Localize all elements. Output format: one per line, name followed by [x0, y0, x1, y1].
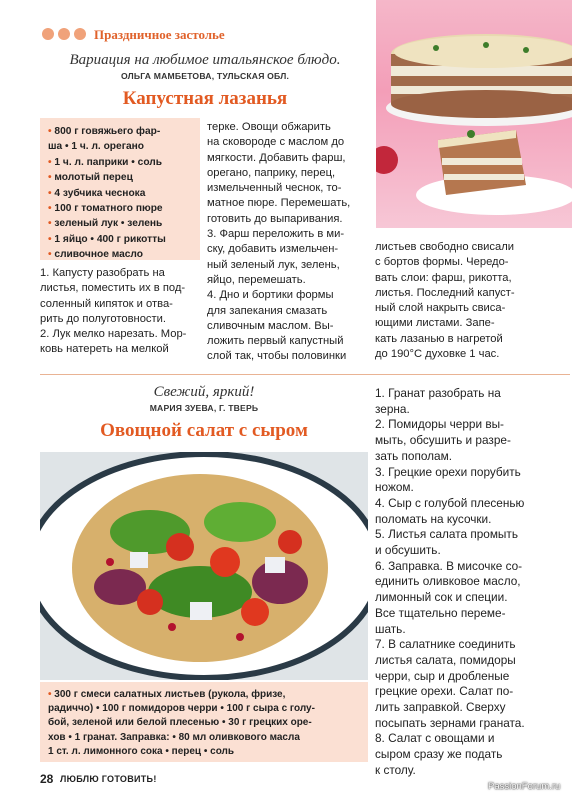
recipe2-ingredients: [40, 682, 368, 762]
step-line: вать слои: фарш, рикотта,: [375, 271, 512, 284]
ingredient-line: • зеленый лук • зелень: [48, 218, 163, 230]
salad-illustration: [40, 452, 368, 680]
step-line: соленный кипяток и отва-: [40, 297, 173, 310]
ingredient-line: хов • 1 гранат. Заправка: • 80 мл оливкового масла: [48, 731, 300, 743]
step-line: яйцо, перемешать.: [207, 273, 306, 286]
page-number: 28: [40, 772, 54, 786]
dot-icon: [42, 28, 54, 40]
ingredient-line: • сливочное масло: [48, 249, 143, 261]
step-line: 1. Гранат разобрать на: [375, 386, 501, 400]
ingredient-line: • молотый перец: [48, 172, 133, 184]
ingredient-line: бой, зеленой или белой плесенью • 30 г грецких оре-: [48, 717, 312, 729]
step-line: с бортов формы. Чередо-: [375, 256, 509, 269]
step-line: слой так, чтобы половинки: [207, 350, 347, 363]
step-line: измельченный чеснок, то-: [207, 182, 342, 195]
step-line: 4. Сыр с голубой плесенью: [375, 495, 525, 510]
step-line: 2. Помидоры черри вы-: [375, 417, 504, 432]
step-line: сыром сразу же подать: [375, 747, 503, 762]
step-line: до 190°С духовке 1 час.: [375, 348, 500, 361]
ingredient-line: • 800 г говяжьего фар-: [48, 126, 161, 137]
step-line: готовить до выпаривания.: [207, 212, 343, 225]
recipe1-steps-col3: [375, 240, 571, 362]
step-line: ножом.: [375, 480, 414, 495]
step-line: сливочным маслом. Вы-: [207, 319, 334, 332]
step-line: черри, сыр и дробленые: [375, 668, 510, 683]
recipe2-title: Овощной салат с сыром: [100, 420, 308, 441]
step-line: 8. Салат с овощами и: [375, 731, 495, 746]
salad-photo: [40, 452, 368, 680]
step-line: ложить первый капустный: [207, 335, 344, 348]
step-line: рить до полуготовности.: [40, 312, 166, 325]
lasagna-illustration: [376, 0, 572, 228]
recipe1-steps-col1: [40, 266, 202, 358]
ingredient-line: 1 ст. л. лимонного сока • перец • соль: [48, 745, 235, 757]
step-line: на сковороде с маслом до: [207, 136, 345, 149]
step-line: лимонный сок и специи.: [375, 590, 508, 605]
step-line: ску, добавить измельчен-: [207, 243, 339, 256]
step-line: листьев свободно свисали: [375, 241, 515, 253]
step-line: орегано, паприку, перец,: [207, 166, 336, 179]
dot-icon: [58, 28, 70, 40]
step-line: для запекания смазать: [207, 304, 328, 317]
step-line: ющими листами. Запе-: [375, 317, 495, 330]
step-line: грецкие орехи. Салат по-: [375, 684, 514, 699]
step-line: мыть, обсушить и разре-: [375, 433, 511, 448]
step-line: поломать на кусочки.: [375, 511, 492, 526]
step-line: матное пюре. Перемешать,: [207, 197, 351, 210]
step-line: зать пополам.: [375, 448, 453, 463]
step-line: зерна.: [375, 401, 410, 416]
step-line: шать.: [375, 621, 406, 636]
step-line: кать лазанью в нагретой: [375, 332, 503, 345]
step-line: ный слой накрыть свиса-: [375, 302, 506, 315]
section-divider: [40, 374, 570, 375]
watermark: PassionForum.ru: [488, 781, 561, 792]
ingredient-line: • 1 ч. л. паприки • соль: [48, 156, 163, 168]
step-line: лить заправкой. Сверху: [375, 700, 506, 715]
step-line: листья салата, помидоры: [375, 652, 516, 667]
step-line: 4. Дно и бортики формы: [207, 289, 334, 302]
step-line: терке. Овощи обжарить: [207, 121, 331, 133]
magazine-name: ЛЮБЛЮ ГОТОВИТЬ!: [60, 774, 157, 784]
dot-icon: [74, 28, 86, 40]
step-line: мягкости. Добавить фарш,: [207, 151, 346, 164]
step-line: 2. Лук мелко нарезать. Мор-: [40, 328, 187, 341]
recipe2-steps: [375, 386, 571, 779]
step-line: листья, поместить их в под-: [40, 282, 186, 295]
step-line: посыпать зернами граната.: [375, 715, 525, 730]
ingredient-line: • 1 яйцо • 400 г рикотты: [48, 233, 166, 245]
recipe2-subtitle: Свежий, яркий!: [153, 384, 255, 400]
recipe1-steps-col2: [207, 120, 372, 365]
recipe1-author: ОЛЬГА МАМБЕТОВА, ТУЛЬСКАЯ ОБЛ.: [120, 71, 290, 81]
ingredient-line: ша • 1 ч. л. орегано: [48, 141, 144, 153]
step-line: единить оливковое масло,: [375, 574, 521, 589]
ingredient-line: • 300 г смеси салатных листьев (рукола, фризе,: [48, 689, 286, 700]
ingredient-line: • 4 зубчика чеснока: [48, 187, 146, 199]
step-line: и обсушить.: [375, 543, 441, 558]
section-label: Праздничное застолье: [94, 27, 225, 42]
step-line: ный зеленый лук, зелень,: [207, 258, 340, 271]
ingredient-line: радиччо) • 100 г помидоров черри • 100 г сыра с голу-: [48, 703, 315, 715]
recipe1-subtitle: Вариация на любимое итальянское блюдо.: [69, 52, 341, 68]
recipe1-ingredients: [40, 118, 200, 260]
section-dots: [42, 28, 86, 40]
step-line: 7. В салатнике соединить: [375, 637, 516, 652]
step-line: ковь натереть на мелкой: [40, 343, 169, 356]
ingredient-line: • 100 г томатного пюре: [48, 203, 163, 215]
step-line: к столу.: [375, 762, 416, 777]
recipe2-author: МАРИЯ ЗУЕВА, Г. ТВЕРЬ: [149, 403, 259, 413]
lasagna-photo: [376, 0, 572, 228]
step-line: 6. Заправка. В мисочке со-: [375, 558, 523, 573]
step-line: Все тщательно переме-: [375, 605, 506, 620]
step-line: 3. Грецкие орехи порубить: [375, 464, 521, 479]
step-line: 5. Листья салата промыть: [375, 527, 518, 542]
recipe1-title: Капустная лазанья: [122, 88, 288, 109]
step-line: 3. Фарш переложить в ми-: [207, 228, 345, 241]
step-line: 1. Капусту разобрать на: [40, 267, 165, 279]
step-line: листья. Последний капуст-: [375, 286, 515, 299]
